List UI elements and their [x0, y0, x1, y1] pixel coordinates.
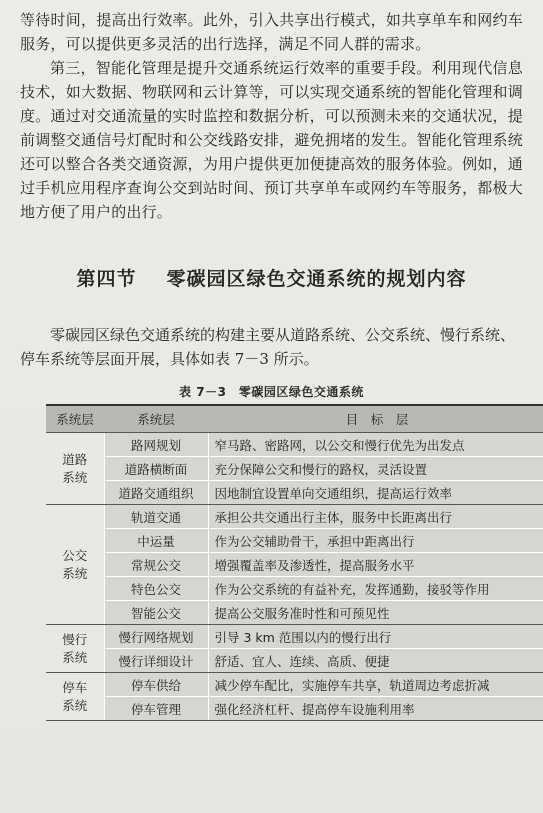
section-title: 零碳园区绿色交通系统的规划内容	[166, 268, 467, 290]
goal-cell: 充分保障公交和慢行的路权，灵活设置	[208, 457, 543, 481]
subsystem-cell: 慢行网络规划	[104, 625, 208, 649]
goal-cell: 作为公交辅助骨干，承担中距离出行	[208, 529, 543, 553]
category-label-line: 系统	[62, 649, 88, 665]
body-text	[20, 8, 523, 224]
subsystem-cell: 道路交通组织	[104, 481, 208, 505]
intro-paragraph: 零碳园区绿色交通系统的构建主要从道路系统、公交系统、慢行系统、停车系统等层面开展，具体如表 7－3 所示。	[20, 326, 516, 368]
subsystem-cell: 常规公交	[104, 553, 208, 577]
goal-cell: 强化经济杠杆、提高停车设施利用率	[208, 697, 543, 721]
goal-cell: 提高公交服务准时性和可预见性	[208, 601, 543, 625]
goal-cell: 作为公交系统的有益补充，发挥通勤，接驳等作用	[208, 577, 543, 601]
table-row	[46, 481, 543, 505]
goal-cell: 因地制宜设置单向交通组织，提高运行效率	[208, 481, 543, 505]
table-row	[46, 673, 543, 697]
table-caption: 表 7－3 零碳园区绿色交通系统	[179, 385, 364, 399]
body-paragraph: 第三，智能化管理是提升交通系统运行效率的重要手段。利用现代信息技术，如大数据、物联网和云计算等，可以实现交通系统的智能化管理和调度。通过对交通流量的实时监控和数据分析，可以预测未来的交通状况，提前调整交通信号灯配时和公交线路安排，避免拥堵的发生。智能化管理系统还可以整合各类交通资源，为用户提供更加便捷高效的服务体验。例如，通过手机应用程序查询公交到站时间、预订共享单车或网约车等服务，都极大地方便了用户的出行。	[20, 59, 523, 221]
subsystem-cell: 停车供给	[104, 673, 208, 697]
table-row	[46, 529, 543, 553]
category-cell	[46, 673, 104, 721]
section-number: 第四节	[76, 268, 137, 290]
subsystem-cell: 路网规划	[104, 433, 208, 457]
table-row	[46, 577, 543, 601]
table-row	[46, 457, 543, 481]
table-row	[46, 625, 543, 649]
table-row	[46, 553, 543, 577]
subsystem-cell: 特色公交	[104, 577, 208, 601]
header-cell: 系统层	[46, 405, 104, 433]
goal-cell: 舒适、宜人、连续、高质、便捷	[208, 649, 543, 673]
category-label-line: 停车	[62, 679, 88, 695]
subsystem-cell: 道路横断面	[104, 457, 208, 481]
goal-cell: 减少停车配比，实施停车共享，轨道周边考虑折减	[208, 673, 543, 697]
category-label-line: 慢行	[62, 631, 88, 647]
goal-cell: 承担公共交通出行主体，服务中长距离出行	[208, 505, 543, 529]
table-row	[46, 601, 543, 625]
category-cell	[46, 625, 104, 673]
category-label-line: 系统	[62, 469, 88, 485]
subsystem-cell: 智能公交	[104, 601, 208, 625]
subsystem-cell: 慢行详细设计	[104, 649, 208, 673]
subsystem-cell: 停车管理	[104, 697, 208, 721]
category-cell	[46, 433, 104, 505]
subsystem-cell: 中运量	[104, 529, 208, 553]
header-cell: 目 标 层	[208, 405, 543, 433]
category-label-line: 系统	[62, 565, 88, 581]
goal-cell: 增强覆盖率及渗透性，提高服务水平	[208, 553, 543, 577]
table-row	[46, 433, 543, 457]
category-label-line: 公交	[62, 547, 88, 563]
table-header-row	[46, 405, 543, 433]
header-cell: 系统层	[104, 405, 208, 433]
table-row	[46, 649, 543, 673]
green-transport-table	[46, 404, 543, 721]
section-heading	[20, 264, 523, 291]
category-label-line: 道路	[62, 451, 88, 467]
body-paragraph: 等待时间，提高出行效率。此外，引入共享出行模式，如共享单车和网约车服务，可以提供更多灵活的出行选择，满足不同人群的需求。	[20, 11, 523, 53]
table-body	[46, 433, 543, 721]
table-row	[46, 505, 543, 529]
category-label-line: 系统	[62, 697, 88, 713]
table-row	[46, 697, 543, 721]
goal-cell: 引导 3 km 范围以内的慢行出行	[208, 625, 543, 649]
category-cell	[46, 505, 104, 625]
subsystem-cell: 轨道交通	[104, 505, 208, 529]
goal-cell: 窄马路、密路网，以公交和慢行优先为出发点	[208, 433, 543, 457]
